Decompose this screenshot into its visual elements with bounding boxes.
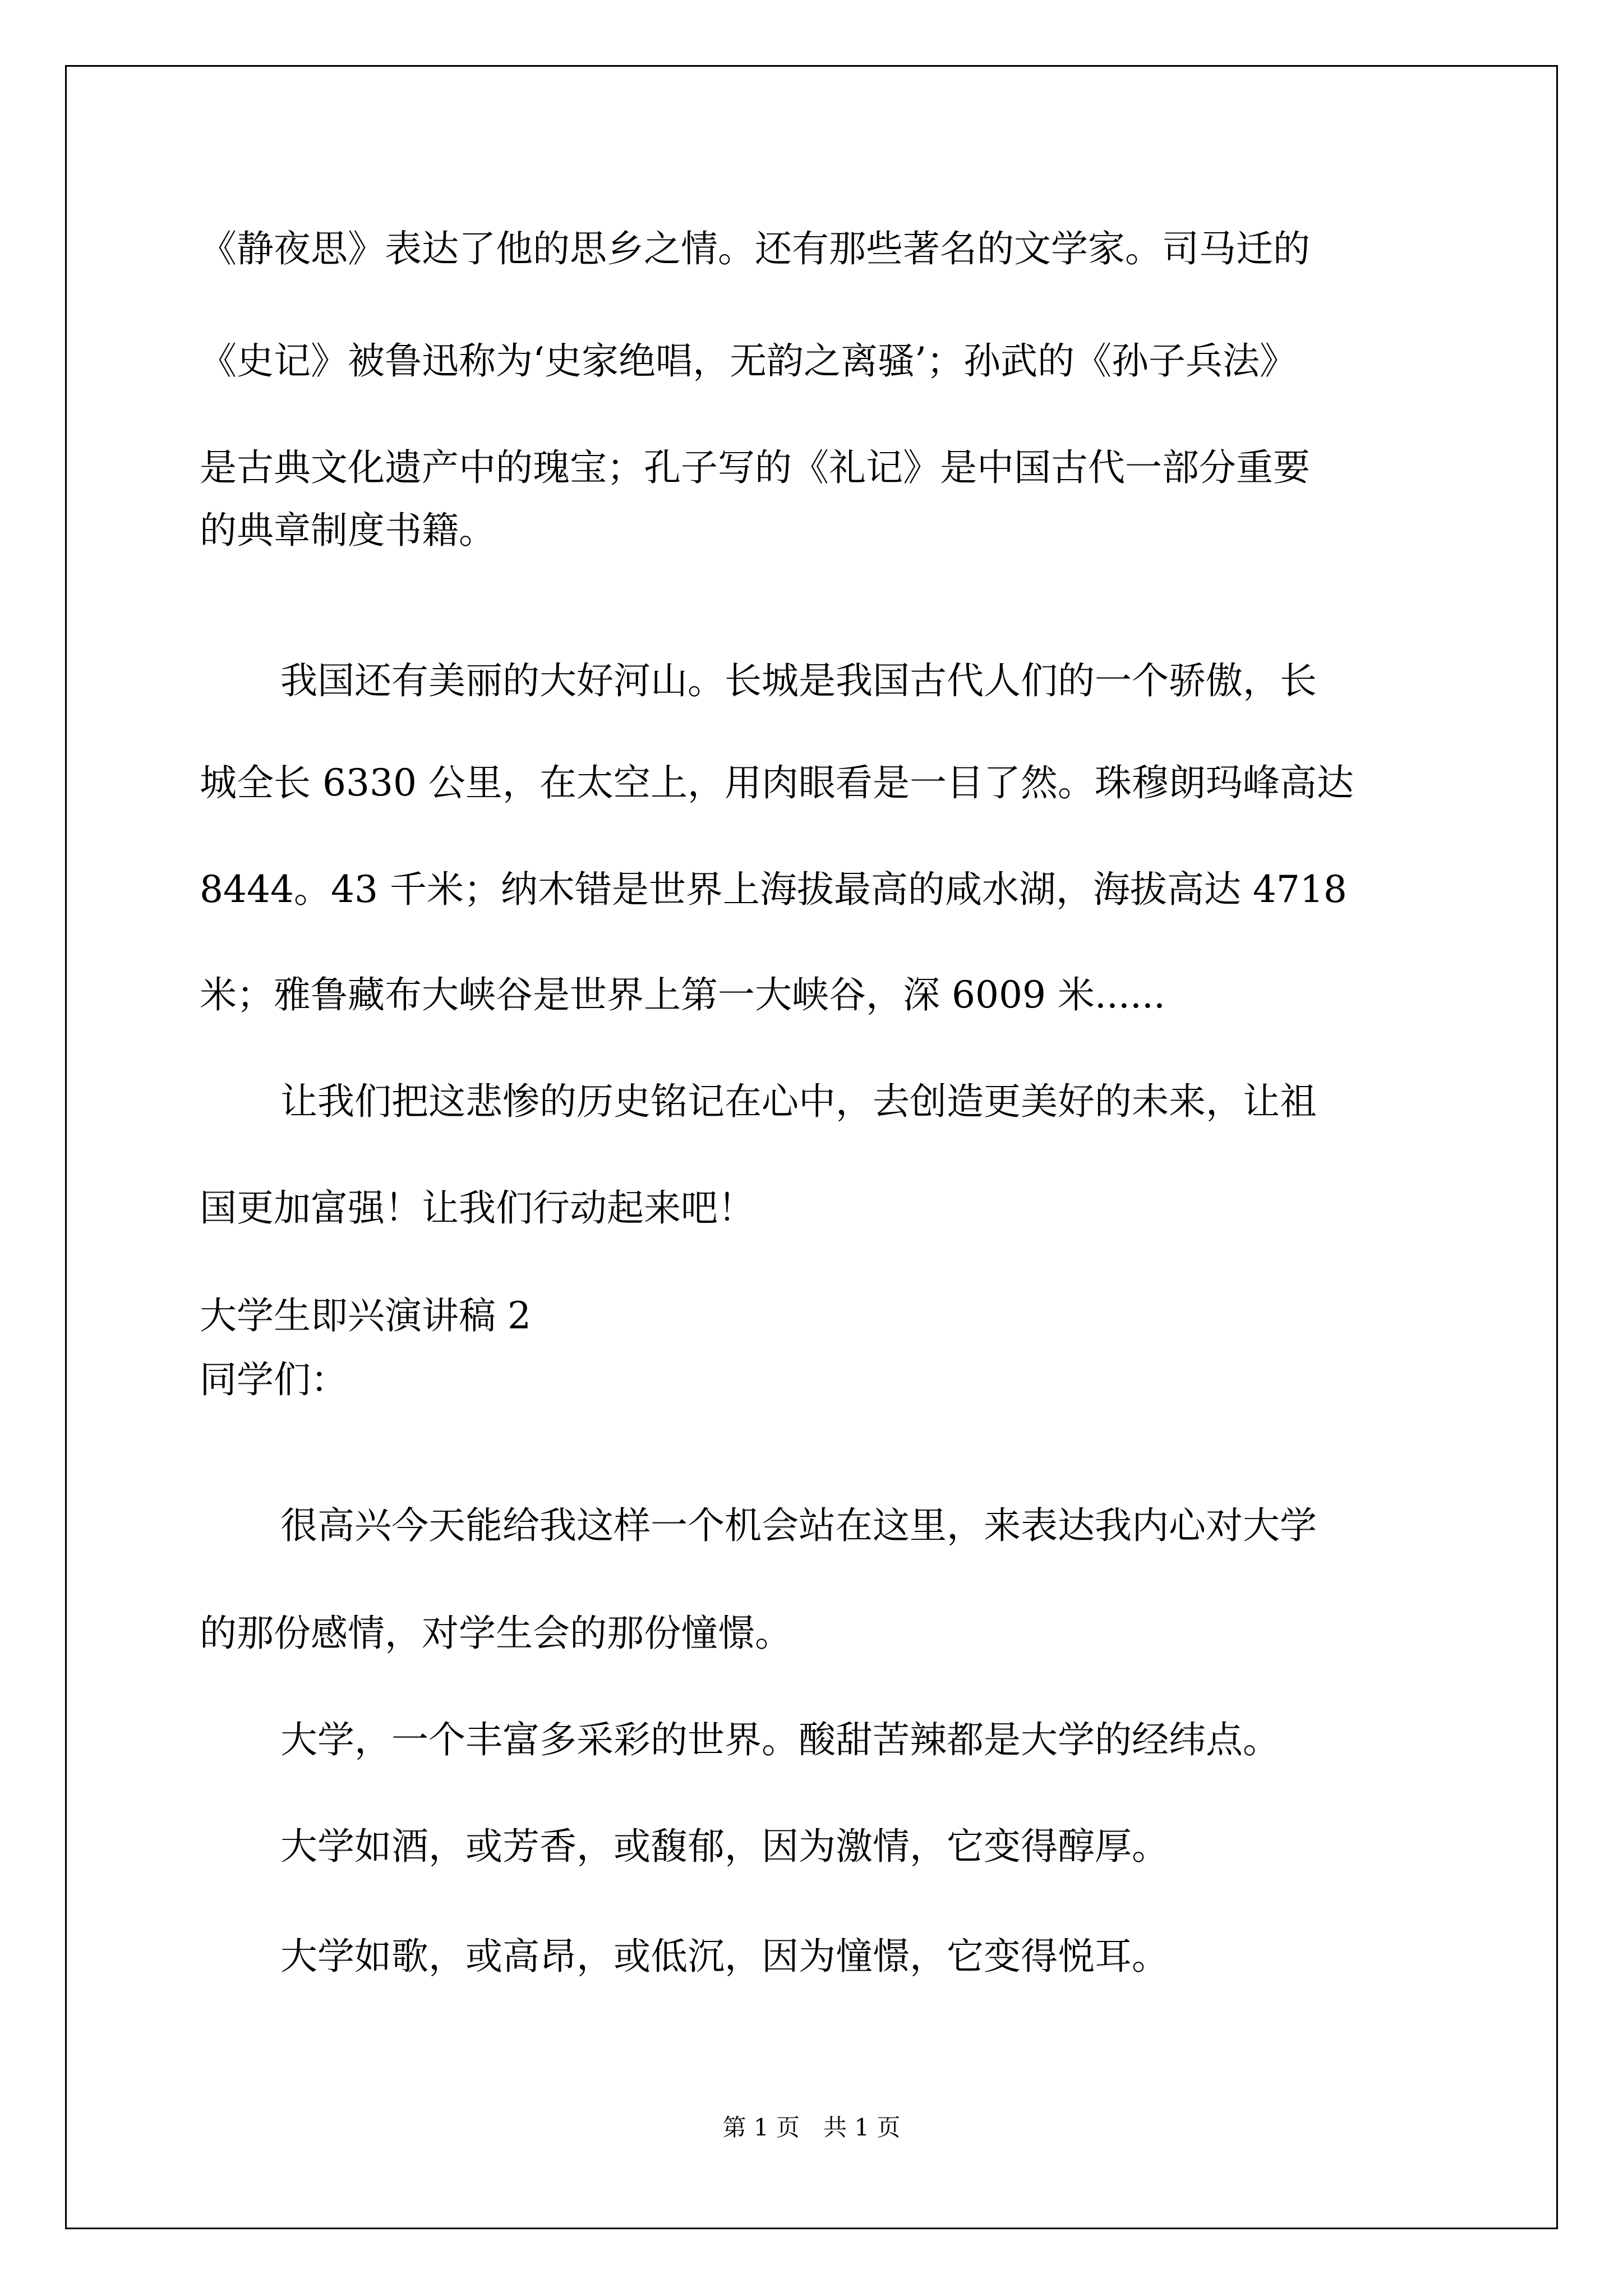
- page-footer: 第 1 页 共 1 页: [722, 2114, 901, 2141]
- text-line: 是古典文化遗产中的瑰宝；孔子写的《礼记》是中国古代一部分重要: [200, 446, 1310, 489]
- text-line: 《静夜思》表达了他的思乡之情。还有那些著名的文学家。司马迁的: [200, 227, 1310, 270]
- text-line: 城全长 6330 公里，在太空上，用肉眼看是一目了然。珠穆朗玛峰高达: [200, 761, 1354, 804]
- text-line: 大学，一个丰富多采彩的世界。酸甜苦辣都是大学的经纬点。: [280, 1718, 1280, 1761]
- text-line: 让我们把这悲惨的历史铭记在心中，去创造更美好的未来，让祖: [280, 1080, 1317, 1123]
- text-line: 的那份感情，对学生会的那份憧憬。: [200, 1612, 792, 1655]
- text-line: 国更加富强！让我们行动起来吧！: [200, 1186, 755, 1230]
- text-line: 大学如歌，或高昂，或低沉，因为憧憬，它变得悦耳。: [280, 1935, 1169, 1978]
- text-line: 我国还有美丽的大好河山。长城是我国古代人们的一个骄傲，长: [280, 659, 1317, 702]
- text-line: 8444。43 千米；纳木错是世界上海拔最高的咸水湖，海拔高达 4718: [200, 868, 1347, 911]
- section-heading: 大学生即兴演讲稿 2: [200, 1294, 531, 1337]
- text-line: 大学如酒，或芳香，或馥郁，因为激情，它变得醇厚。: [280, 1825, 1169, 1868]
- text-line: 《史记》被鲁迅称为‘史家绝唱，无韵之离骚’；孙武的《孙子兵法》: [200, 339, 1297, 383]
- text-line: 很高兴今天能给我这样一个机会站在这里，来表达我内心对大学: [280, 1504, 1317, 1547]
- text-line: 的典章制度书籍。: [200, 509, 496, 552]
- text-line: 米；雅鲁藏布大峡谷是世界上第一大峡谷，深 6009 米......: [200, 973, 1165, 1016]
- greeting: 同学们：: [200, 1358, 348, 1401]
- page-border: [65, 65, 1558, 2229]
